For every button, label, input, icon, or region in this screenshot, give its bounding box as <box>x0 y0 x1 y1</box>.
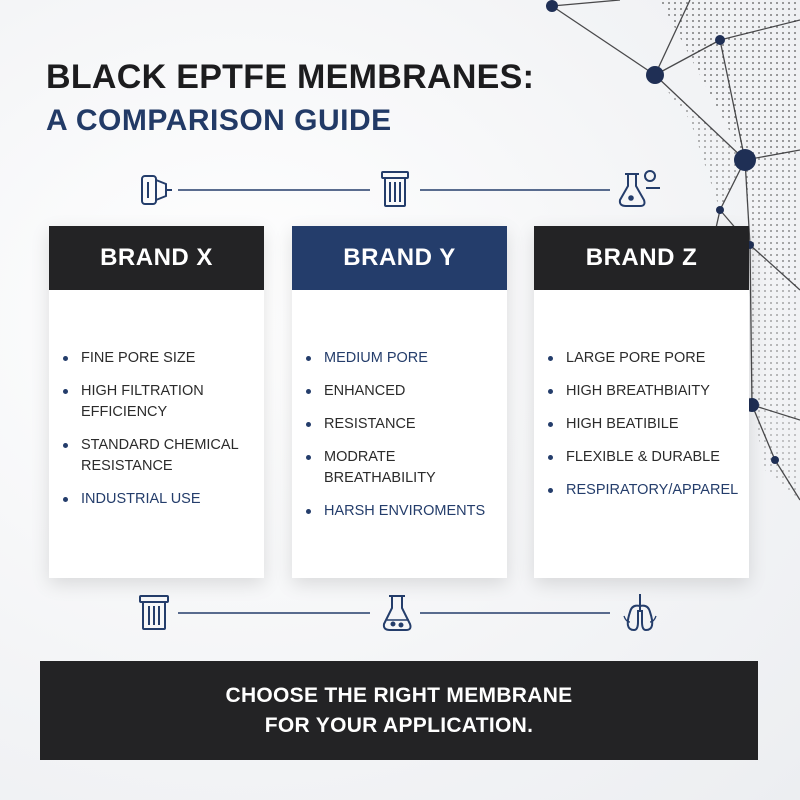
list-item: HIGH BREATHBIAITY <box>534 381 749 402</box>
list-item: RESPIRATORY/APPAREL <box>534 480 749 501</box>
list-item: RESISTANCE <box>292 414 507 435</box>
list-item: MEDIUM PORE <box>292 348 507 369</box>
brand-y-card <box>292 226 507 578</box>
list-item: HARSH ENVIROMENTS <box>292 501 507 522</box>
brand-z-card <box>534 226 749 578</box>
list-item: STANDARD CHEMICAL RESISTANCE <box>49 435 264 477</box>
beaker-flask-icon <box>384 596 411 630</box>
list-item: LARGE PORE PORE <box>534 348 749 369</box>
page-title: BLACK EPTFE MEMBRANES: <box>46 58 535 96</box>
filter-cartridge-icon <box>142 176 172 204</box>
brand-x-card <box>49 226 264 578</box>
lab-flask-icon <box>620 171 660 206</box>
brand-x-feature-list <box>49 290 264 510</box>
lungs-icon <box>624 594 656 630</box>
call-to-action-banner <box>40 661 758 760</box>
banner-line-1: CHOOSE THE RIGHT MEMBRANE <box>225 683 573 707</box>
list-item: HIGH FILTRATION EFFICIENCY <box>49 381 264 423</box>
list-item: FLEXIBLE & DURABLE <box>534 447 749 468</box>
brand-z-feature-list <box>534 290 749 501</box>
list-item: HIGH BEATIBILE <box>534 414 749 435</box>
brand-y-header: BRAND Y <box>292 226 507 290</box>
brand-z-header: BRAND Z <box>534 226 749 290</box>
filter-trash-icon <box>382 172 408 206</box>
brand-y-feature-list <box>292 290 507 522</box>
filter-trash-icon <box>140 596 168 629</box>
list-item: INDUSTRIAL USE <box>49 489 264 510</box>
list-item: FINE PORE SIZE <box>49 348 264 369</box>
brand-x-header: BRAND X <box>49 226 264 290</box>
list-item: MODRATE BREATHABILITY <box>292 447 507 489</box>
list-item: ENHANCED <box>292 381 507 402</box>
banner-line-2: FOR YOUR APPLICATION. <box>264 713 534 737</box>
page-subtitle: A COMPARISON GUIDE <box>46 104 392 137</box>
